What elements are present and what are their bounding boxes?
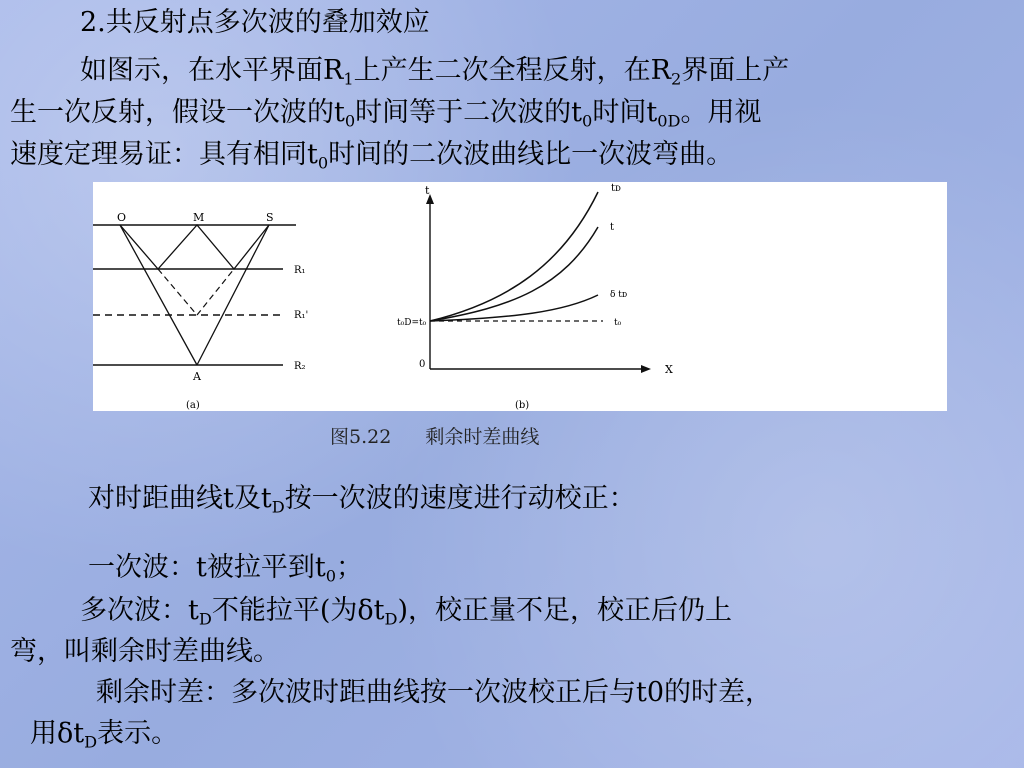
point-m-label: M <box>193 211 205 224</box>
subscript: 0 <box>325 566 337 586</box>
figure-caption <box>330 422 539 449</box>
point-o-label: O <box>117 211 127 224</box>
intro-text: 时间t <box>592 97 658 128</box>
body-line-6 <box>30 716 178 761</box>
intro-line-3 <box>10 137 733 182</box>
multiple-ray-path <box>120 225 269 269</box>
body-text: 一次波：t被拉平到t <box>88 552 326 583</box>
panel-b-label: (b) <box>515 400 530 411</box>
interface-r1-label: R₁ <box>294 265 306 276</box>
ray-a-s <box>197 225 269 365</box>
body-text: ； <box>336 552 364 583</box>
subscript: 0 <box>317 153 329 173</box>
subscript: 0 <box>344 111 356 131</box>
caption-number: 图5.22 <box>330 426 392 448</box>
time-distance-plot <box>397 183 673 411</box>
line-t0-label: t₀ <box>614 318 622 328</box>
intro-text: 时间等于二次波的t <box>355 97 583 128</box>
point-a-label: A <box>193 370 201 383</box>
body-line-4: 弯，叫剩余时差曲线。 <box>10 636 280 667</box>
curve-t-label: t <box>610 222 615 233</box>
section-heading: 2.共反射点多次波的叠加效应 <box>80 7 430 38</box>
body-text: 多次波：t <box>80 595 199 626</box>
virtual-ray-left <box>158 269 197 315</box>
point-s-label: S <box>266 211 274 224</box>
intro-text: 上产生二次全程反射，在R <box>353 55 671 86</box>
origin-label: 0 <box>419 359 426 370</box>
panel-a-label: (a) <box>186 400 200 411</box>
figure-panel <box>93 182 947 411</box>
subscript: 0 <box>582 111 593 131</box>
intro-text: 时间的二次波曲线比一次波弯曲。 <box>328 139 734 170</box>
body-line-2 <box>88 550 363 595</box>
intro-text: 如图示，在水平界面R <box>80 55 344 86</box>
interface-r2-label: R₂ <box>294 361 306 372</box>
caption-title: 剩余时差曲线 <box>425 426 540 448</box>
x-axis-label: X <box>665 363 673 376</box>
curve-td-label: tᴅ <box>611 183 621 194</box>
intro-text: 生一次反射，假设一次波的t <box>10 97 345 128</box>
subscript: 1 <box>343 69 354 89</box>
curve-t <box>430 227 598 321</box>
ray-diagram <box>93 211 308 411</box>
subscript: D <box>384 609 398 629</box>
subscript: D <box>271 497 285 517</box>
intercept-label: t₀D=t₀ <box>397 318 427 328</box>
subscript: 0D <box>657 111 681 131</box>
curve-delta-td-label: δ tᴅ <box>610 290 628 300</box>
interface-r1-prime-label: R₁' <box>294 310 309 321</box>
t-axis-label: t <box>425 184 430 197</box>
body-text: )，校正量不足，校正后仍上 <box>397 595 733 626</box>
figure-svg <box>93 182 947 411</box>
subscript: D <box>84 732 98 752</box>
subscript: D <box>198 609 212 629</box>
body-line-5: 剩余时差：多次波时距曲线按一次波校正后与t0的时差， <box>96 677 773 708</box>
body-text: 表示。 <box>97 718 179 749</box>
subscript: 2 <box>671 69 682 89</box>
body-line-3 <box>80 593 732 638</box>
intro-text: 界面上产 <box>681 55 790 86</box>
ray-o-a <box>120 225 197 365</box>
body-line-1 <box>88 481 636 526</box>
intro-line-2 <box>10 95 761 140</box>
virtual-ray-right <box>197 269 234 315</box>
body-text: 不能拉平(为δt <box>211 595 385 626</box>
x-axis-arrow <box>641 365 651 373</box>
intro-text: 。用视 <box>680 97 762 128</box>
intro-line-1 <box>80 53 789 98</box>
body-text: 按一次波的速度进行动校正： <box>284 483 636 514</box>
body-text: 用δt <box>30 718 85 749</box>
intro-text: 速度定理易证：具有相同t <box>10 139 318 170</box>
curve-td <box>430 192 598 321</box>
body-text: 对时距曲线t及t <box>88 483 272 514</box>
